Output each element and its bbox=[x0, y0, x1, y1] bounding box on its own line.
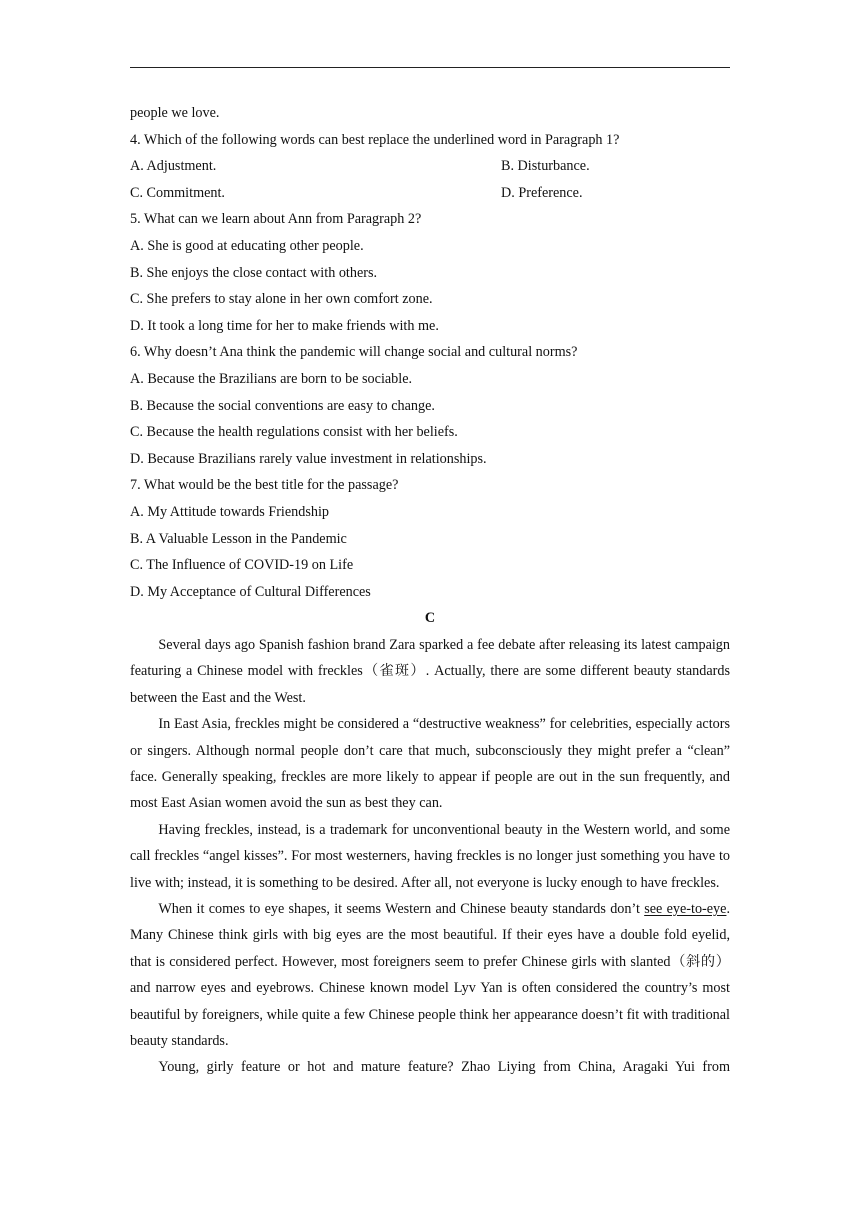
option-a: A. Because the Brazilians are born to be sociable. bbox=[130, 370, 413, 387]
passage-paragraph-2: In East Asia, freckles might be considered a “destructive weakness” for celebrities, especially actors or singers. Although normal people don’t care that much, subconsciously they might prefer a “clean” face. Generally speaking, freckles are more likely to appear if people are out in the sun frequently, and most East Asian women avoid the sun as best they can. bbox=[130, 716, 730, 812]
option-a: A. My Attitude towards Friendship bbox=[130, 503, 330, 520]
question-5-stem: 5. What can we learn about Ann from Paragraph 2? bbox=[130, 211, 422, 228]
option-d: D. My Acceptance of Cultural Differences bbox=[130, 583, 371, 600]
option-c: C. She prefers to stay alone in her own comfort zone. bbox=[130, 291, 433, 308]
header-rule bbox=[130, 67, 730, 68]
option-b: B. She enjoys the close contact with others. bbox=[130, 264, 378, 281]
option-a: A. She is good at educating other people. bbox=[130, 237, 364, 254]
underlined-phrase: see eye-to-eye bbox=[644, 900, 727, 917]
option-c: C. The Influence of COVID-19 on Life bbox=[130, 557, 354, 574]
section-heading: C bbox=[424, 610, 436, 627]
option-b: B. A Valuable Lesson in the Pandemic bbox=[130, 530, 347, 547]
passage-paragraph-5: Young, girly feature or hot and mature feature? Zhao Liying from China, Aragaki Yui from bbox=[158, 1059, 730, 1076]
option-d: D. Preference. bbox=[501, 184, 583, 201]
question-4-options-row1 bbox=[130, 153, 730, 180]
question-4-options-row2 bbox=[130, 180, 730, 207]
passage-paragraph-4 bbox=[130, 896, 730, 1054]
option-b: B. Disturbance. bbox=[501, 158, 590, 175]
continuation-text: people we love. bbox=[130, 105, 220, 121]
option-b: B. Because the social conventions are easy to change. bbox=[130, 397, 435, 414]
option-d: D. It took a long time for her to make friends with me. bbox=[130, 317, 439, 334]
passage-paragraph-1: Several days ago Spanish fashion brand Zara sparked a fee debate after releasing its latest campaign featuring a Chinese model with freckles（雀斑）. Actually, there are some different beauty standards between the East and the West. bbox=[130, 636, 730, 706]
question-4-stem: 4. Which of the following words can best replace the underlined word in Paragraph 1? bbox=[130, 131, 620, 148]
question-6-stem: 6. Why doesn’t Ana think the pandemic will change social and cultural norms? bbox=[130, 344, 578, 361]
paragraph-text: When it comes to eye shapes, it seems Western and Chinese beauty standards don’t bbox=[158, 900, 645, 917]
option-d: D. Because Brazilians rarely value investment in relationships. bbox=[130, 450, 487, 467]
option-c: C. Commitment. bbox=[130, 184, 225, 201]
page-content bbox=[130, 100, 730, 1081]
passage-paragraph-3: Having freckles, instead, is a trademark for unconventional beauty in the Western world, and some call freckles “angel kisses”. For most westerners, having freckles is no longer just something you have to live with; instead, it is something to be desired. After all, not everyone is lucky enough to have freckles. bbox=[130, 821, 730, 891]
option-a: A. Adjustment. bbox=[130, 158, 217, 175]
option-c: C. Because the health regulations consist with her beliefs. bbox=[130, 424, 458, 441]
paragraph-text: . Many Chinese think girls with big eyes are the most beautiful. If their eyes have a double fold eyelid, that is considered perfect. However, most foreigners seem to prefer Chinese girls with slanted（斜的）and narrow eyes and eyebrows. Chinese known model Lyv Yan is often considered the country’s most beautiful by foreigners, while quite a few Chinese people think her appearance doesn’t fit with traditional beauty standards. bbox=[130, 900, 730, 1049]
question-7-stem: 7. What would be the best title for the passage? bbox=[130, 477, 399, 494]
